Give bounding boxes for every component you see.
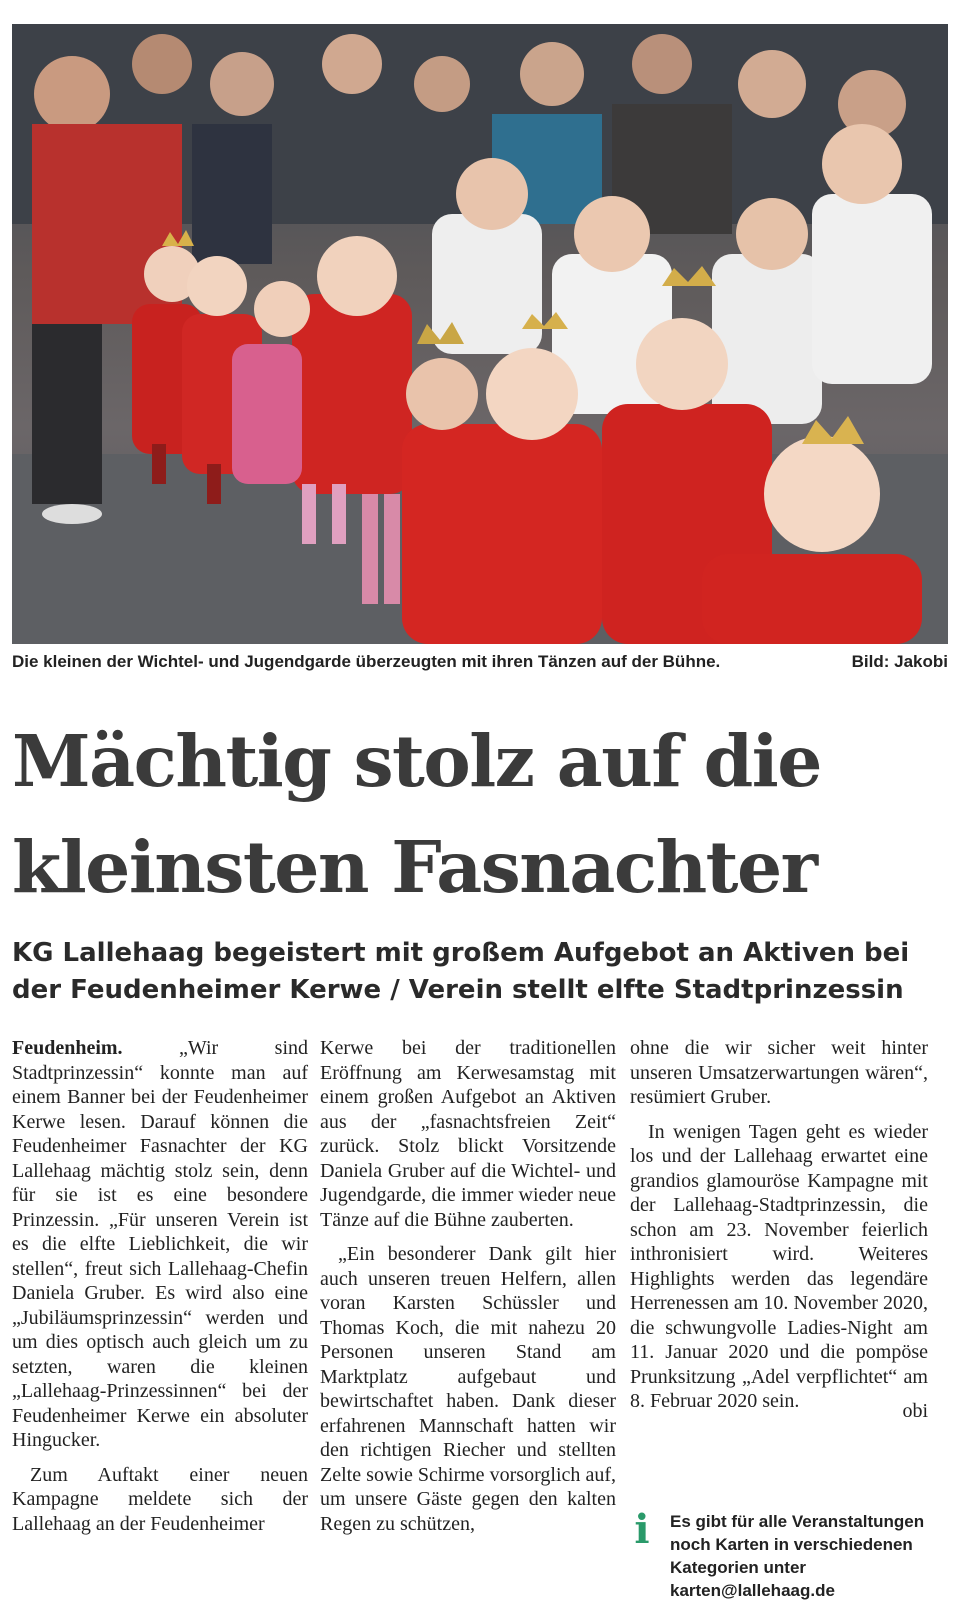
photo-caption-row — [12, 650, 948, 676]
article-column-3 — [630, 1036, 928, 1424]
photo-illustration — [12, 24, 948, 644]
subheadline — [12, 935, 948, 1009]
article-paragraph: Kerwe bei der traditionellen Eröffnung am Kerwesamstag mit einem großen Aufgebot an Aktiven aus der „fasnachtsfreien Zeit“ zurück. Stolz blickt Vorsitzende Daniela Gruber auf die Wichtel- und Jugendgarde, die immer wieder neue Tänze auf die Bühne zauberten. — [320, 1037, 616, 1231]
article-photo — [12, 24, 948, 644]
headline-line-1: Mächtig stolz auf die — [12, 719, 821, 803]
headline-line-2: kleinsten Fasnachter — [12, 825, 817, 909]
photo-credit: Bild: Jakobi — [851, 652, 948, 671]
paragraph-text: „Wir sind Stadtprinzessin“ konnte man auf einem Banner bei der Feudenheimer Kerwe lesen. Darauf können die Feudenheimer Fasnachter der KG Lallehaag mächtig stolz sein, denn für sie ist es eine besondere Prinzessin. „Für unseren Verein ist es die elfte Lieblichkeit, die wir stellen“, freut sich Lallehaag-Chefin Daniela Gruber. Es wird also eine „Jubiläumsprinzessin“ werden und um dies optisch auch gleich um zu setzten, waren die kleinen „Lallehaag-Prinzessinnen“ bei der Feudenheimer Kerwe ein absoluter Hingucker. — [12, 1037, 309, 1451]
article-paragraph: ohne die wir sicher weit hinter unseren Umsatzerwartungen wären“, resümiert Gruber. — [630, 1037, 928, 1108]
article-paragraph: „Ein besonderer Dank gilt hier auch unseren treuen Helfern, allen voran Karsten Schüssler und Thomas Koch, die mit nahezu 20 Personen unseren Stand am Marktplatz aufgebaut und bewirtschaftet haben. Dank dieser erfahrenen Mannschaft hatten wir den richtigen Riecher und stellten Zelte sowie Schirme vorsorglich auf, um unsere Gäste gegen den kalten Regen zu schützen, — [320, 1243, 616, 1535]
author-initials: obi — [902, 1400, 928, 1422]
subheadline-line-2: der Feudenheimer Kerwe / Verein stellt elfte Stadtprinzessin — [12, 975, 904, 1005]
headline — [12, 708, 948, 920]
dateline: Feudenheim. — [12, 1037, 123, 1059]
article-paragraph — [12, 1036, 308, 1453]
article-column-1 — [12, 1036, 308, 1536]
subheadline-line-1: KG Lallehaag begeistert mit großem Aufgebot an Aktiven bei — [12, 938, 910, 968]
photo-caption: Die kleinen der Wichtel- und Jugendgarde überzeugten mit ihren Tänzen auf der Bühne. — [12, 652, 721, 671]
article-paragraph: In wenigen Tagen geht es wieder los und der Lallehaag erwartet eine grandios glamouröse Kampagne mit der Lallehaag-Stadtprinzessin, die schon am 23. November feierlich inthronisiert wird. Weiteres Highlights werden das legendäre Herrenessen am 10. November 2020, die schwungvolle Ladies-Night am 11. Januar 2020 und die pompöse Prunksitzung „Adel verpflichtet“ am 8. Februar 2020 sein. — [630, 1120, 928, 1412]
info-box — [630, 1508, 930, 1604]
info-icon: i — [634, 1506, 650, 1553]
info-text: Es gibt für alle Veranstaltungen noch Karten in verschiedenen Kategorien unter karten@lallehaag.de — [670, 1512, 925, 1600]
article-column-2 — [320, 1036, 616, 1536]
article-paragraph: Zum Auftakt einer neuen Kampagne meldete sich der Lallehaag an der Feudenheimer — [12, 1463, 308, 1535]
